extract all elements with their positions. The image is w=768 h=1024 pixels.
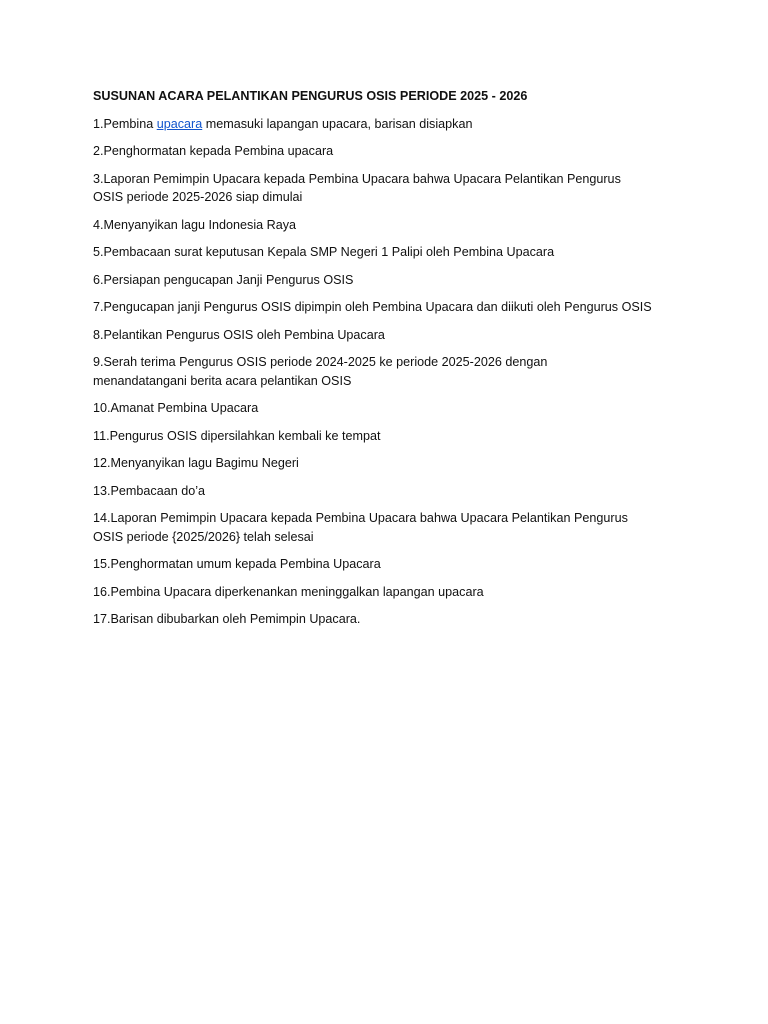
list-item-6: 6.Persiapan pengucapan Janji Pengurus OSIS xyxy=(93,272,354,287)
list-item-16: 16.Pembina Upacara diperkenankan meninggalkan lapangan upacara xyxy=(93,584,484,599)
list-item-17: 17.Barisan dibubarkan oleh Pemimpin Upacara. xyxy=(93,612,361,626)
list-item-7: 7.Pengucapan janji Pengurus OSIS dipimpin oleh Pembina Upacara dan diikuti oleh Pengurus OSIS xyxy=(93,300,652,314)
list-item-10: 10.Amanat Pembina Upacara xyxy=(93,401,259,415)
list-item-8: 8.Pelantikan Pengurus OSIS oleh Pembina Upacara xyxy=(93,327,385,342)
list-item-1 xyxy=(93,115,673,134)
document-title: SUSUNAN ACARA PELANTIKAN PENGURUS OSIS PERIODE 2025 - 2026 xyxy=(93,89,528,103)
list-item-1-text-after: memasuki lapangan upacara, barisan disiapkan xyxy=(202,116,473,131)
list-item-5: 5.Pembacaan surat keputusan Kepala SMP Negeri 1 Palipi oleh Pembina Upacara xyxy=(93,245,555,259)
list-item-11: 11.Pengurus OSIS dipersilahkan kembali ke tempat xyxy=(93,428,381,443)
list-item-15: 15.Penghormatan umum kepada Pembina Upacara xyxy=(93,557,381,571)
list-item-13: 13.Pembacaan do’a xyxy=(93,483,206,498)
list-item-3: 3.Laporan Pemimpin Upacara kepada Pembina Upacara bahwa Upacara Pelantikan Pengurus OSIS periode 2025-2026 siap dimulai xyxy=(93,171,621,204)
list-item-4: 4.Menyanyikan lagu Indonesia Raya xyxy=(93,217,297,232)
list-item-14: 14.Laporan Pemimpin Upacara kepada Pembina Upacara bahwa Upacara Pelantikan Pengurus OSIS periode {2025/2026} telah selesai xyxy=(93,511,628,544)
list-item-1-text-before: 1.Pembina xyxy=(93,116,157,131)
list-item-9: 9.Serah terima Pengurus OSIS periode 2024-2025 ke periode 2025-2026 dengan menandatangani berita acara pelantikan OSIS xyxy=(93,355,548,388)
upacara-link[interactable]: upacara xyxy=(156,116,203,131)
list-item-2: 2.Penghormatan kepada Pembina upacara xyxy=(93,144,334,158)
list-item-12: 12.Menyanyikan lagu Bagimu Negeri xyxy=(93,456,299,470)
document-body xyxy=(93,87,673,638)
